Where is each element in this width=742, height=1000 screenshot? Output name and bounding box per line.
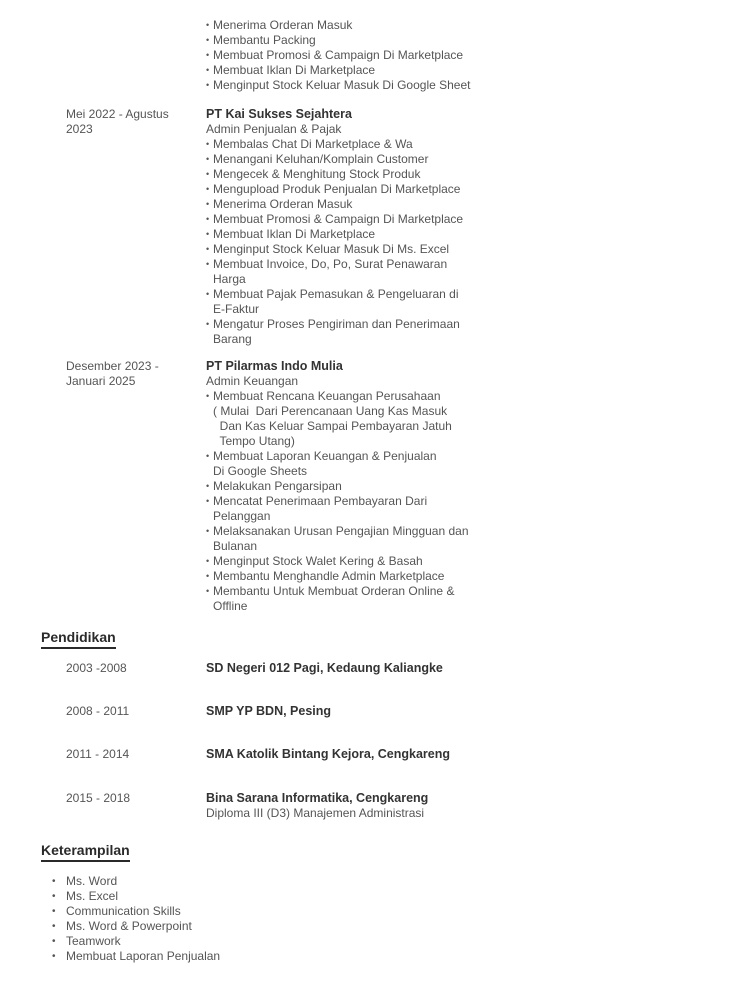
experience-bullet: • Mengecek & Menghitung Stock Produk xyxy=(206,167,506,182)
company-name: PT Kai Sukses Sejahtera xyxy=(206,107,352,121)
job-role: Admin Keuangan xyxy=(206,374,299,388)
skills-list xyxy=(52,874,220,964)
experience-bullet: • Mengatur Proses Pengiriman dan Penerimaan Barang xyxy=(206,317,506,347)
education-degree: Diploma III (D3) Manajemen Administrasi xyxy=(206,806,425,820)
company-name: PT Pilarmas Indo Mulia xyxy=(206,359,343,373)
experience-bullets-2 xyxy=(206,389,506,614)
education-years: 2003 -2008 xyxy=(66,661,127,675)
skills-heading: Keterampilan xyxy=(41,841,130,862)
experience-date: Mei 2022 - Agustus 2023 xyxy=(66,107,169,136)
experience-bullet: • Membuat Promosi & Campaign Di Marketplace xyxy=(206,212,506,227)
experience-bullet: • Menginput Stock Keluar Masuk Di Google Sheet xyxy=(206,78,506,93)
experience-bullet: • Menginput Stock Walet Kering & Basah xyxy=(206,554,506,569)
experience-bullet: • Membalas Chat Di Marketplace & Wa xyxy=(206,137,506,152)
experience-bullet: • Mengupload Produk Penjualan Di Marketplace xyxy=(206,182,506,197)
skill-item: • Ms. Word & Powerpoint xyxy=(52,919,220,934)
skill-item: • Ms. Excel xyxy=(52,889,220,904)
experience-bullet: • Melaksanakan Urusan Pengajian Mingguan dan Bulanan xyxy=(206,524,506,554)
experience-bullet: • Menangani Keluhan/Komplain Customer xyxy=(206,152,506,167)
education-school: SMA Katolik Bintang Kejora, Cengkareng xyxy=(206,747,451,761)
experience-bullet: • Membantu Packing xyxy=(206,33,506,48)
experience-bullet: • Membuat Rencana Keuangan Perusahaan ( Mulai Dari Perencanaan Uang Kas Masuk Dan Kas Keluar Sampai Pembayaran Jatuh Tempo Utang) xyxy=(206,389,506,449)
skill-item: • Membuat Laporan Penjualan xyxy=(52,949,220,964)
experience-bullet: • Membantu Menghandle Admin Marketplace xyxy=(206,569,506,584)
education-years: 2008 - 2011 xyxy=(66,704,130,718)
experience-bullet: • Menginput Stock Keluar Masuk Di Ms. Excel xyxy=(206,242,506,257)
experience-bullets-1 xyxy=(206,137,506,347)
experience-bullet: • Membuat Invoice, Do, Po, Surat Penawaran Harga xyxy=(206,257,506,287)
education-heading: Pendidikan xyxy=(41,628,116,649)
experience-bullet: • Membuat Pajak Pemasukan & Pengeluaran di E-Faktur xyxy=(206,287,506,317)
job-role: Admin Penjualan & Pajak xyxy=(206,122,342,136)
experience-bullets-0 xyxy=(206,18,506,93)
experience-bullet: • Membuat Iklan Di Marketplace xyxy=(206,63,506,78)
experience-bullet: • Membantu Untuk Membuat Orderan Online & Offline xyxy=(206,584,506,614)
skill-item: • Communication Skills xyxy=(52,904,220,919)
experience-bullet: • Menerima Orderan Masuk xyxy=(206,197,506,212)
education-years: 2011 - 2014 xyxy=(66,747,130,761)
experience-bullet: • Mencatat Penerimaan Pembayaran Dari Pelanggan xyxy=(206,494,506,524)
experience-content-1 xyxy=(206,107,506,347)
experience-bullet: • Membuat Iklan Di Marketplace xyxy=(206,227,506,242)
experience-bullet: • Melakukan Pengarsipan xyxy=(206,479,506,494)
experience-bullet: • Membuat Promosi & Campaign Di Marketplace xyxy=(206,48,506,63)
experience-bullet: • Menerima Orderan Masuk xyxy=(206,18,506,33)
experience-bullet: • Membuat Laporan Keuangan & Penjualan Di Google Sheets xyxy=(206,449,506,479)
skill-item: • Teamwork xyxy=(52,934,220,949)
education-school: Bina Sarana Informatika, Cengkareng xyxy=(206,791,429,805)
skill-item: • Ms. Word xyxy=(52,874,220,889)
education-years: 2015 - 2018 xyxy=(66,791,131,805)
experience-content-0 xyxy=(206,18,506,93)
experience-content-2 xyxy=(206,359,506,614)
education-school: SMP YP BDN, Pesing xyxy=(206,704,332,718)
experience-date: Desember 2023 - Januari 2025 xyxy=(66,359,159,388)
education-school: SD Negeri 012 Pagi, Kedaung Kaliangke xyxy=(206,661,443,675)
